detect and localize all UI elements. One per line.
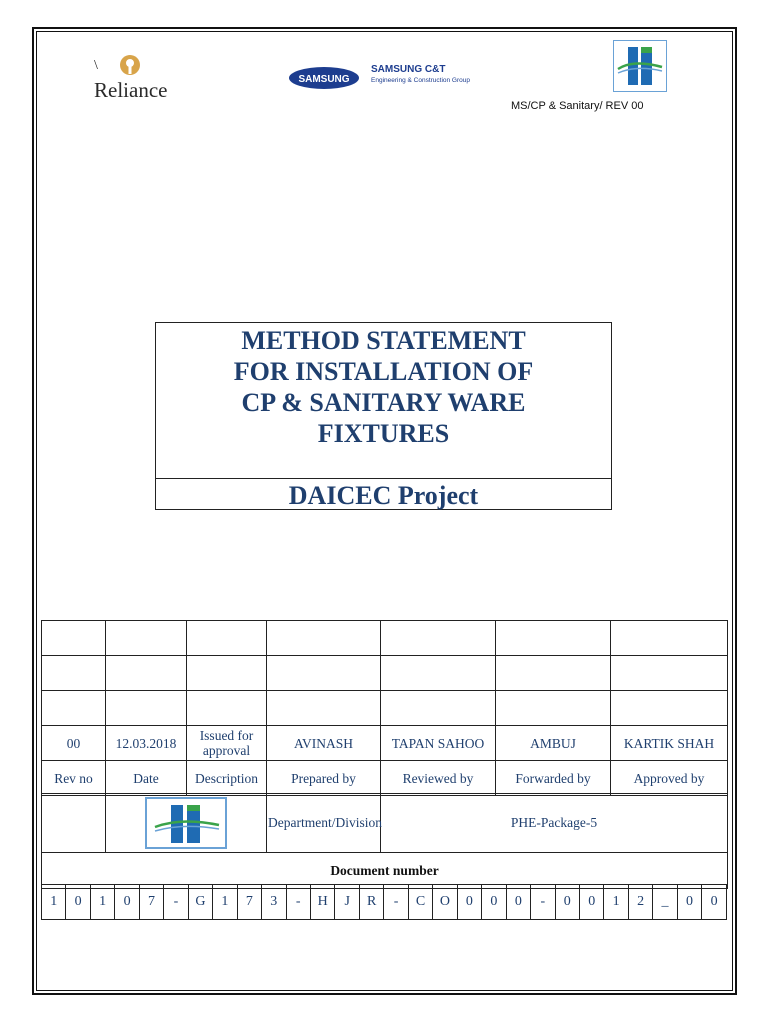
project-name: DAICEC Project bbox=[288, 481, 479, 510]
header-reviewed-by: Reviewed by bbox=[381, 761, 496, 796]
revision-table bbox=[41, 620, 728, 796]
document-number-char: _ bbox=[653, 885, 677, 920]
header-description: Description bbox=[187, 761, 267, 796]
document-reference: MS/CP & Sanitary/ REV 00 bbox=[511, 100, 644, 112]
document-number-char: 0 bbox=[555, 885, 579, 920]
header-forwarded-by: Forwarded by bbox=[496, 761, 611, 796]
document-number-table bbox=[41, 884, 727, 920]
document-number-char: 0 bbox=[115, 885, 139, 920]
header-rev-no: Rev no bbox=[42, 761, 106, 796]
document-number-row bbox=[42, 885, 727, 920]
document-number-char: H bbox=[310, 885, 334, 920]
company-emblem-small-icon bbox=[147, 799, 225, 847]
document-number-char: 1 bbox=[42, 885, 66, 920]
document-title bbox=[156, 325, 611, 449]
department-value: PHE-Package-5 bbox=[381, 794, 728, 853]
title-divider bbox=[156, 478, 611, 479]
reliance-wordmark: Reliance bbox=[94, 78, 168, 102]
document-number-char: 1 bbox=[604, 885, 628, 920]
document-number-char: 3 bbox=[262, 885, 286, 920]
revision-header-row bbox=[42, 761, 728, 796]
company-logo-small bbox=[145, 797, 227, 849]
samsung-tagline: Engineering & Construction Group bbox=[371, 77, 471, 84]
document-number-char: 1 bbox=[90, 885, 114, 920]
department-label: Department/Division bbox=[267, 794, 381, 853]
document-number-char: 1 bbox=[213, 885, 237, 920]
document-number-char: O bbox=[433, 885, 457, 920]
document-number-char: 0 bbox=[457, 885, 481, 920]
rev-no-cell: 00 bbox=[42, 726, 106, 761]
reliance-slash: \ bbox=[94, 58, 98, 73]
document-number-char: 7 bbox=[139, 885, 163, 920]
samsung-oval-text: SAMSUNG bbox=[298, 74, 350, 85]
samsung-oval-icon bbox=[288, 66, 360, 90]
revision-empty-row bbox=[42, 656, 728, 691]
company-logo bbox=[613, 40, 667, 92]
approved-by-cell: KARTIK SHAH bbox=[611, 726, 728, 761]
revision-empty-row bbox=[42, 691, 728, 726]
title-box bbox=[155, 322, 612, 510]
date-cell: 12.03.2018 bbox=[106, 726, 187, 761]
document-number-char: - bbox=[531, 885, 555, 920]
revision-row bbox=[42, 726, 728, 761]
document-number-char: R bbox=[359, 885, 383, 920]
title-line-2: FOR INSTALLATION OF bbox=[233, 357, 534, 386]
reviewed-by-cell: TAPAN SAHOO bbox=[381, 726, 496, 761]
document-number-char: 2 bbox=[628, 885, 652, 920]
revision-empty-row bbox=[42, 621, 728, 656]
department-row bbox=[42, 794, 728, 853]
document-number-char: 0 bbox=[702, 885, 727, 920]
document-number-char: - bbox=[286, 885, 310, 920]
document-number-char: 0 bbox=[506, 885, 530, 920]
header-date: Date bbox=[106, 761, 187, 796]
document-number-label: Document number bbox=[42, 853, 728, 889]
samsung-brand: SAMSUNG C&T bbox=[371, 64, 446, 75]
reliance-logo bbox=[92, 52, 192, 102]
prepared-by-cell: AVINASH bbox=[267, 726, 381, 761]
document-number-char: 0 bbox=[482, 885, 506, 920]
department-blank-cell bbox=[42, 794, 106, 853]
department-table bbox=[41, 793, 728, 889]
document-number-char: G bbox=[188, 885, 212, 920]
samsung-logo bbox=[285, 62, 485, 92]
header-approved-by: Approved by bbox=[611, 761, 728, 796]
document-number-char: 0 bbox=[677, 885, 701, 920]
company-emblem-icon bbox=[614, 41, 666, 91]
document-number-char: J bbox=[335, 885, 359, 920]
title-line-1: METHOD STATEMENT bbox=[241, 326, 526, 355]
document-number-char: 0 bbox=[66, 885, 90, 920]
title-line-4: FIXTURES bbox=[317, 419, 450, 448]
document-number-char: - bbox=[164, 885, 188, 920]
forwarded-by-cell: AMBUJ bbox=[496, 726, 611, 761]
description-cell: Issued for approval bbox=[187, 726, 267, 761]
document-number-char: 7 bbox=[237, 885, 261, 920]
document-number-char: C bbox=[408, 885, 432, 920]
document-number-char: - bbox=[384, 885, 408, 920]
header-prepared-by: Prepared by bbox=[267, 761, 381, 796]
document-number-char: 0 bbox=[579, 885, 603, 920]
title-line-3: CP & SANITARY WARE bbox=[241, 388, 526, 417]
department-logo-cell bbox=[106, 794, 267, 853]
reliance-emblem-icon bbox=[119, 54, 141, 76]
